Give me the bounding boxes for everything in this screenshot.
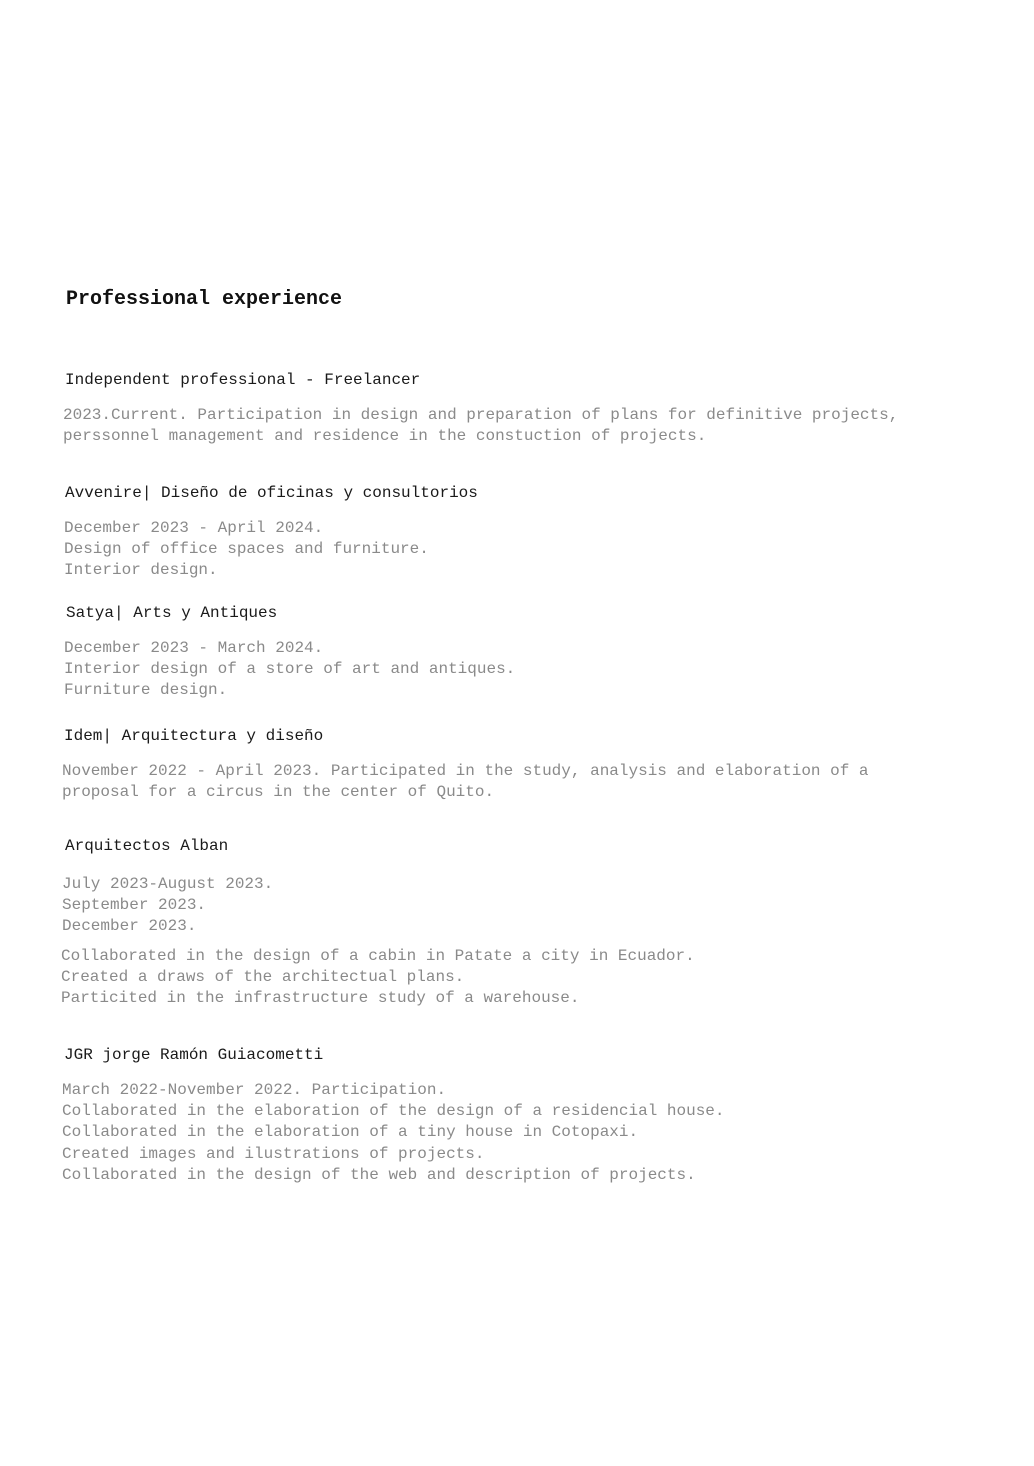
description-line: Design of office spaces and furniture. [64,540,429,559]
description-line: perssonnel management and residence in the constuction of projects. [63,427,707,446]
entry-description-idem [62,761,869,803]
section-title: Professional experience [66,288,343,311]
description-line: December 2023 - March 2024. [64,639,324,657]
description-line: proposal for a circus in the center of Quito. [62,783,495,802]
description-line: Furniture design. [64,681,228,700]
entry-description-satya [64,638,515,702]
description-line: Collaborated in the design of the web and description of projects. [62,1165,696,1184]
entry-title-jgr: JGR jorge Ramón Guiacometti [64,1046,324,1064]
date-line: September 2023. [62,896,207,915]
entry-title-idem: Idem| Arquitectura y diseño [64,727,324,745]
description-line: Interior design of a store of art and antiques. [64,660,516,679]
description-line: Collaborated in the elaboration of the design of a residencial house. [62,1102,725,1121]
date-line: December 2023. [62,917,197,936]
description-line: Interior design. [64,561,218,580]
entry-dates-arquitectos-alban [62,874,273,938]
entry-title-satya: Satya| Arts y Antiques [66,604,278,622]
description-line: March 2022-November 2022. Participation. [62,1081,447,1099]
entry-description-avvenire [64,518,429,582]
entry-title-freelancer: Independent professional - Freelancer [65,371,421,389]
description-line: December 2023 - April 2024. [64,519,324,537]
description-line: Collaborated in the design of a cabin in Patate a city in Ecuador. [61,947,695,965]
description-line: Collaborated in the elaboration of a tiny house in Cotopaxi. [62,1123,639,1142]
description-line: Created a draws of the architectual plans. [61,968,465,987]
entry-description-freelancer [63,405,898,447]
entry-title-avvenire: Avvenire| Diseño de oficinas y consultorios [65,484,478,502]
description-line: Particited in the infrastructure study of a warehouse. [61,989,580,1008]
entry-description-jgr [62,1080,725,1186]
date-line: July 2023-August 2023. [62,875,274,893]
entry-title-arquitectos-alban: Arquitectos Alban [65,837,229,855]
description-line: Created images and ilustrations of projects. [62,1144,485,1163]
description-line: 2023.Current. Participation in design and preparation of plans for definitive projects, [63,406,899,424]
description-line: November 2022 - April 2023. Participated in the study, analysis and elaboration of a [62,762,869,780]
entry-description-arquitectos-alban [61,946,695,1010]
